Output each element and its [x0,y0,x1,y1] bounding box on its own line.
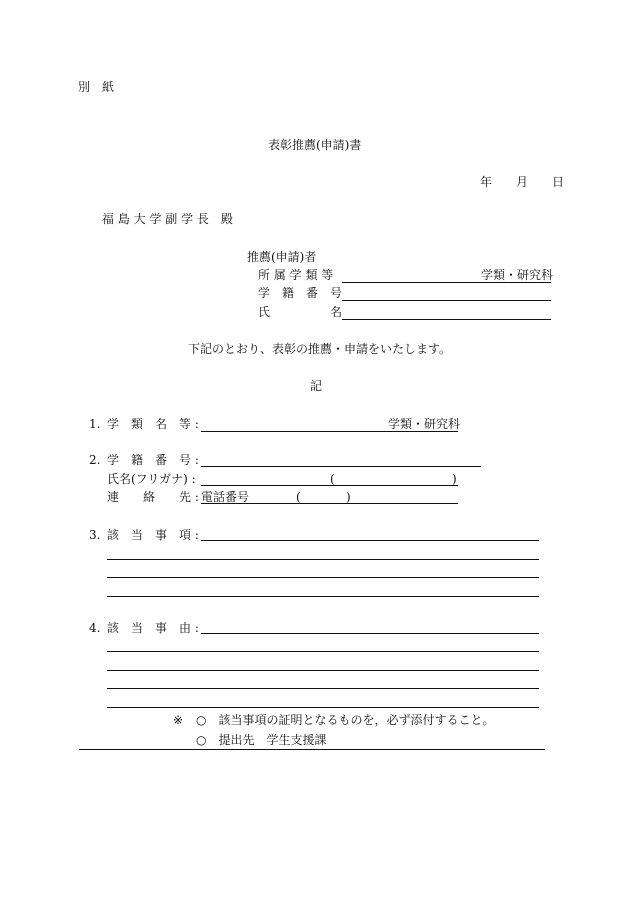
document-title: 表彰推薦(申請)書 [268,138,362,152]
affiliation-suffix: 学類・研究科 [481,268,554,282]
addressee: 福 島 大 学 副 学 長 殿 [102,212,233,226]
item2-number: 2. [89,453,101,467]
student-id-label: 学 籍 番 号 [258,286,343,300]
phone-close-paren: ) [346,490,351,504]
item2-underline[interactable] [201,466,481,467]
student-id-underline[interactable] [342,300,551,301]
affiliation-label: 所 属 学 類 等 [258,268,334,282]
item3-line-1[interactable] [201,540,539,541]
item1-suffix: 学類・研究科 [388,417,461,431]
footer-rule [79,749,545,750]
item3-line-3[interactable] [107,577,539,578]
item1-underline[interactable] [201,431,458,432]
phone-label: 電話番号 [201,490,250,504]
intro-text: 下記のとおり、表彰の推薦・申請をいたします。 [188,342,452,356]
note-attach: ○ 該当事項の証明となるものを，必ず添付すること。 [196,713,495,727]
applicant-heading: 推薦(申請)者 [247,250,317,264]
item4-line-4[interactable] [107,688,539,689]
item4-line-1[interactable] [201,633,539,634]
affiliation-underline[interactable] [342,282,551,283]
item4-label: 該 当 事 由 : [107,621,199,635]
item4-line-3[interactable] [107,670,539,671]
phone-open-paren: ( [296,490,301,504]
item4-number: 4. [89,621,101,635]
furigana-close-paren: ) [452,472,457,486]
item3-label: 該 当 事 項 : [107,528,199,542]
item3-number: 3. [89,528,101,542]
item3-line-4[interactable] [107,596,539,597]
item1-number: 1. [89,417,101,431]
item2-label: 学 籍 番 号 : [107,453,199,467]
furigana-open-paren: ( [330,472,335,486]
item3-line-2[interactable] [107,559,539,560]
note-mark: ※ [173,713,184,727]
contact-label: 連 絡 先 : [107,490,199,504]
item4-line-5[interactable] [107,707,539,708]
name-label: 氏 名 [258,305,343,319]
date-field: 年 月 日 [480,175,565,189]
item1-label: 学 類 名 等 : [107,417,199,431]
phone-underline[interactable] [201,503,458,504]
note-submit: ○ 提出先 学生支援課 [196,733,327,747]
name-underline[interactable] [342,319,551,320]
furigana-underline[interactable] [201,485,458,486]
item4-line-2[interactable] [107,651,539,652]
furigana-label: 氏名(フリガナ) : [107,472,196,486]
attachment-label: 別 紙 [78,80,115,94]
ki-label: 記 [310,379,323,393]
